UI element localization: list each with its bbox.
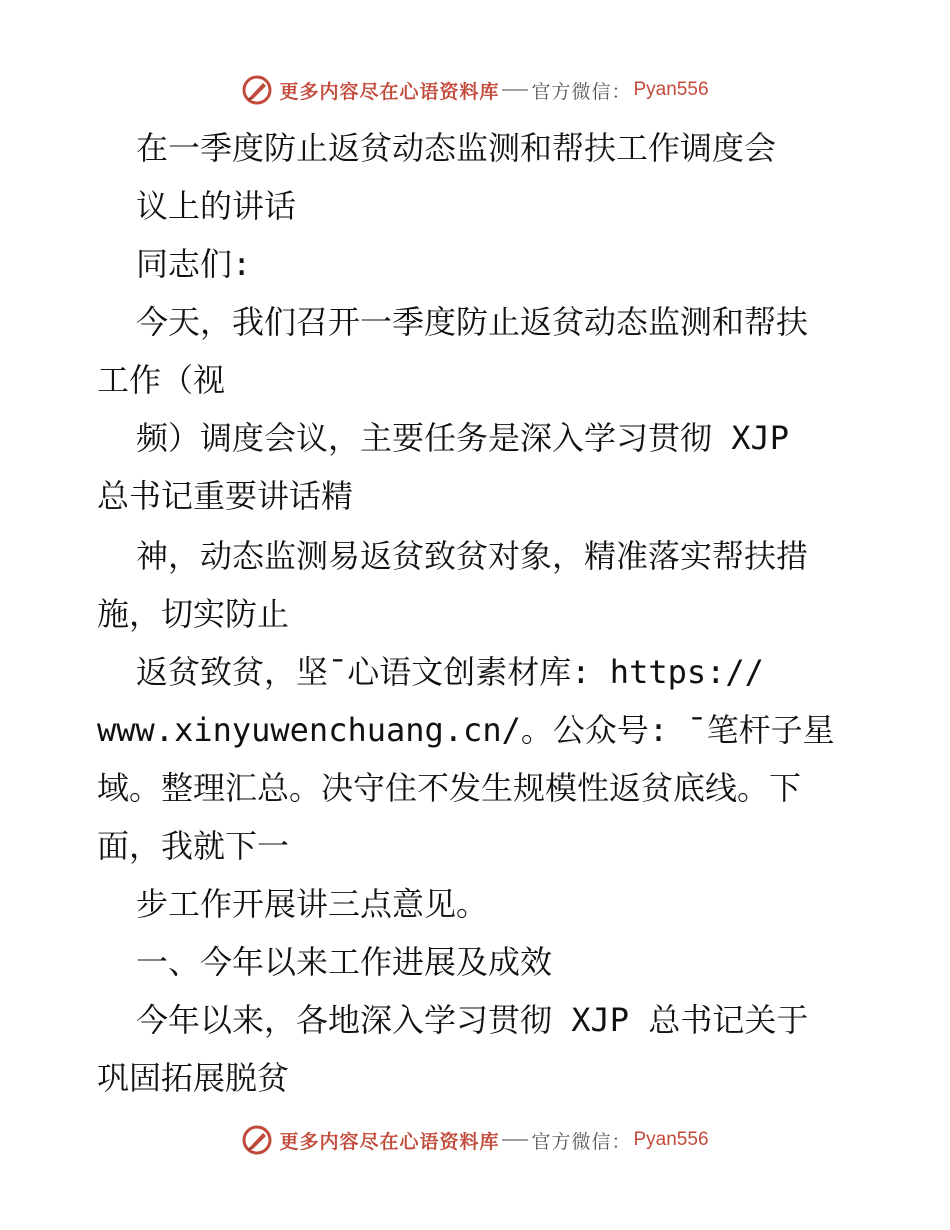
banner-dash	[502, 89, 528, 91]
banner-site-text: 更多内容尽在心语资料库	[279, 1130, 500, 1153]
pen-logo-icon	[241, 74, 273, 106]
document-title-line-1: 在一季度防止返贫动态监测和帮扶工作调度会	[136, 129, 777, 167]
paragraph-line: 巩固拓展脱贫	[97, 1059, 290, 1097]
banner-dash	[502, 1139, 528, 1141]
paragraph-line: www.xinyuwenchuang.cn/。公众号: ¯笔杆子星	[97, 711, 835, 749]
banner-official-text: 官方微信：	[531, 80, 632, 103]
paragraph-line: 返贫致贫，坚¯心语文创素材库: https://	[136, 653, 764, 691]
paragraph-line: 施，切实防止	[97, 595, 290, 633]
paragraph-line: 今年以来，各地深入学习贯彻 XJP 总书记关于	[136, 1001, 809, 1039]
paragraph-line: 域。整理汇总。决守住不发生规模性返贫底线。下	[97, 769, 802, 807]
banner-wechat-id: Pyan556	[633, 1129, 709, 1150]
banner-wechat-id: Pyan556	[633, 79, 709, 100]
salutation: 同志们:	[136, 245, 252, 283]
paragraph-line: 神，动态监测易返贫致贫对象，精准落实帮扶措	[136, 537, 809, 575]
pen-logo-icon	[241, 1124, 273, 1156]
document-title-line-2: 议上的讲话	[136, 187, 297, 225]
footer-banner[interactable]	[0, 1120, 950, 1160]
paragraph-line: 面，我就下一	[97, 827, 290, 865]
paragraph-line: 总书记重要讲话精	[97, 477, 354, 515]
paragraph-line: 工作（视	[97, 361, 226, 399]
section-heading: 一、今年以来工作进展及成效	[136, 943, 553, 981]
paragraph-line: 频）调度会议，主要任务是深入学习贯彻 XJP	[136, 419, 790, 457]
banner-official-text: 官方微信：	[531, 1130, 632, 1153]
paragraph-line: 今天，我们召开一季度防止返贫动态监测和帮扶	[136, 303, 809, 341]
banner-site-text: 更多内容尽在心语资料库	[279, 80, 500, 103]
paragraph-line: 步工作开展讲三点意见。	[136, 885, 489, 923]
header-banner[interactable]	[0, 70, 950, 110]
